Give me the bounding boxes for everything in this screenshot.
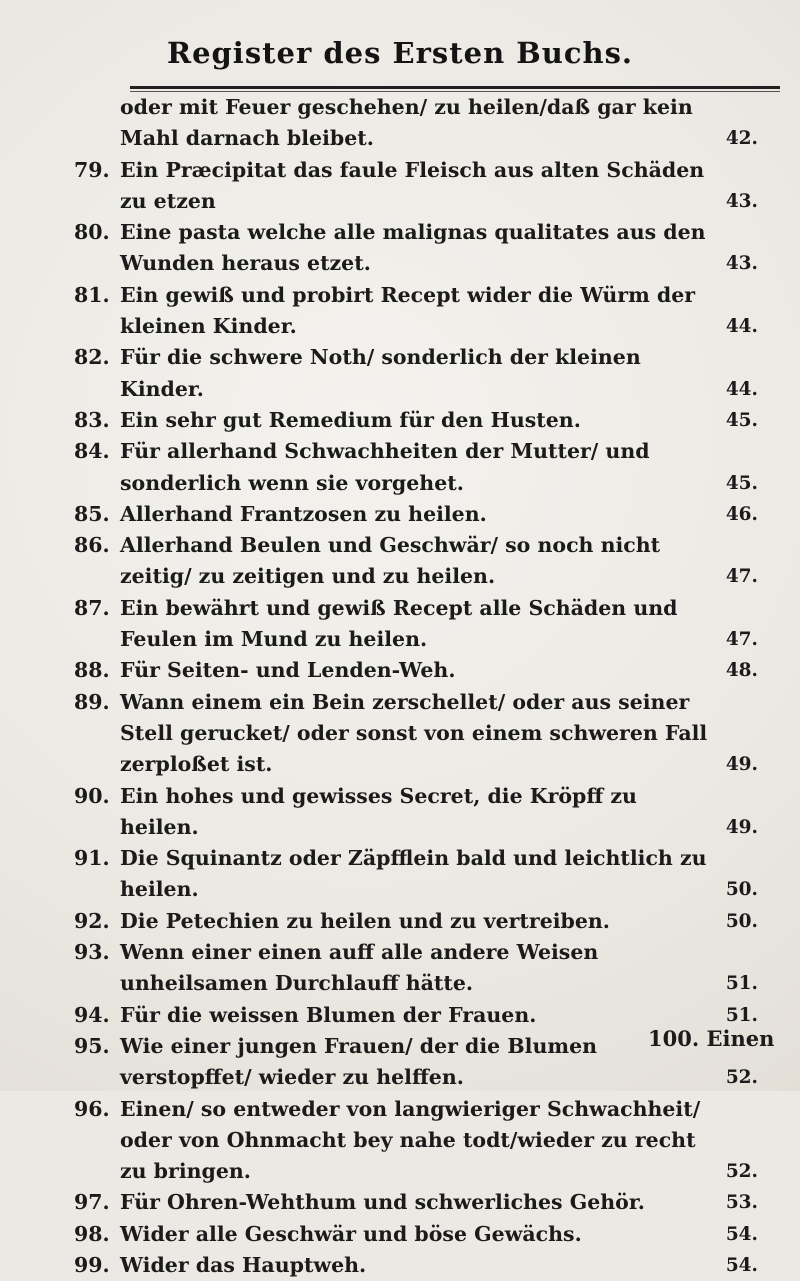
register-entry: [74, 436, 774, 499]
register-entry: [74, 937, 774, 1000]
entry-text: Wenn einer einen auff alle andere Weisen unheilsamen Durchlauff hätte.: [120, 940, 599, 996]
register-entry: [74, 217, 774, 280]
entry-page-number: 51.: [725, 973, 758, 995]
entry-text: Einen/ so entweder von langwieriger Schwachheit/ oder von Ohnmacht bey nahe todt/wieder zu recht zu bringen.: [120, 1096, 701, 1184]
entry-number: 83.: [74, 407, 110, 432]
entry-page-number: 54.: [725, 1223, 758, 1245]
register-entry: [74, 1219, 774, 1250]
entry-text: Für Ohren-Wehthum und schwerliches Gehör.: [120, 1190, 645, 1215]
entry-number: 95.: [74, 1033, 110, 1058]
entry-page-number: 53.: [725, 1192, 758, 1214]
entry-text: Für Seiten- und Lenden-Weh.: [120, 658, 456, 683]
entry-text: Eine pasta welche alle malignas qualitates aus den Wunden heraus etzet.: [120, 220, 706, 276]
entry-number: 98.: [74, 1221, 110, 1246]
entry-text: oder mit Feuer geschehen/ zu heilen/daß gar kein Mahl darnach bleibet.: [120, 95, 693, 151]
entry-text: Ein sehr gut Remedium für den Husten.: [120, 407, 581, 432]
entry-page-number: 49.: [725, 816, 758, 838]
catchword: 100. Einen: [648, 1026, 775, 1051]
register-entry: [74, 280, 774, 343]
entry-text: Für die weissen Blumen der Frauen.: [120, 1002, 537, 1027]
register-entry: [74, 906, 774, 937]
entry-number: 96.: [74, 1096, 110, 1121]
entry-page-number: 44.: [725, 316, 758, 338]
entry-text: Wann einem ein Bein zerschellet/ oder aus seiner Stell gerucket/ oder sonst von einem schweren Fall zerploßet ist.: [120, 689, 708, 777]
entry-text: Die Squinantz oder Zäpfflein bald und leichtlich zu heilen.: [120, 846, 707, 902]
entry-page-number: 51.: [725, 1004, 758, 1026]
entry-page-number: 49.: [725, 754, 758, 776]
entry-number: 80.: [74, 220, 110, 245]
register-entry: [74, 843, 774, 906]
register-entry: [74, 1094, 774, 1188]
entry-text: Für allerhand Schwachheiten der Mutter/ und sonderlich wenn sie vorgehet.: [120, 439, 650, 495]
entry-number: 99.: [74, 1252, 110, 1277]
register-entry: [74, 342, 774, 405]
running-head: Register des Ersten Buchs.: [166, 36, 634, 70]
entry-text: Ein bewährt und gewiß Recept alle Schäden und Feulen im Mund zu heilen.: [120, 595, 678, 652]
entry-page-number: 54.: [725, 1254, 758, 1276]
entry-text: Wider alle Geschwär und böse Gewächs.: [120, 1221, 582, 1246]
register-entries: [74, 92, 774, 1281]
entry-number: 82.: [74, 345, 110, 370]
register-entry: [74, 687, 774, 781]
entry-number: 84.: [74, 439, 110, 464]
register-entry: [74, 1187, 774, 1218]
entry-number: 79.: [74, 157, 110, 182]
entry-page-number: 52.: [725, 1067, 758, 1089]
entry-number: 87.: [74, 595, 110, 620]
entry-page-number: 50.: [725, 910, 758, 932]
entry-number: 89.: [74, 689, 110, 714]
entry-text: Die Petechien zu heilen und zu vertreiben.: [120, 908, 610, 933]
entry-number: 86.: [74, 533, 110, 558]
entry-page-number: 47.: [725, 566, 758, 588]
register-entry: [74, 155, 774, 218]
entry-text: Ein hohes und gewisses Secret, die Kröpff zu heilen.: [120, 783, 637, 839]
entry-number: 97.: [74, 1190, 110, 1215]
entry-number: 88.: [74, 658, 110, 683]
entry-page-number: 45.: [725, 409, 758, 431]
entry-text: Allerhand Beulen und Geschwär/ so noch nicht zeitig/ zu zeitigen und zu heilen.: [120, 533, 661, 589]
entry-page-number: 50.: [725, 879, 758, 901]
entry-text: Wider das Hauptweh.: [120, 1252, 367, 1277]
entry-number: 94.: [74, 1002, 110, 1027]
entry-number: 81.: [74, 282, 110, 307]
entry-page-number: 42.: [725, 128, 758, 150]
register-entry: [74, 92, 774, 155]
entry-page-number: 44.: [725, 378, 758, 400]
register-entry: [74, 593, 774, 656]
entry-page-number: 43.: [725, 253, 758, 275]
register-entry: [74, 781, 774, 844]
entry-page-number: 47.: [725, 629, 758, 651]
entry-number: 93.: [74, 940, 110, 965]
entry-page-number: 48.: [725, 660, 758, 682]
entry-page-number: 45.: [725, 472, 758, 494]
register-entry: [74, 530, 774, 593]
entry-text: Ein Præcipitat das faule Fleisch aus alten Schäden zu etzen: [120, 157, 705, 213]
entry-text: Wie einer jungen Frauen/ der die Blumen verstopffet/ wieder zu helffen.: [120, 1033, 598, 1090]
entry-number: 90.: [74, 783, 110, 808]
entry-text: Allerhand Frantzosen zu heilen.: [120, 501, 487, 526]
register-entry: [74, 1250, 774, 1281]
entry-number: 91.: [74, 846, 110, 871]
entry-number: 92.: [74, 908, 110, 933]
entry-page-number: 52.: [725, 1161, 758, 1183]
register-entry: [74, 499, 774, 530]
entry-number: 85.: [74, 501, 110, 526]
register-entry: [74, 655, 774, 686]
entry-page-number: 46.: [725, 503, 758, 525]
register-entry: [74, 405, 774, 436]
entry-page-number: 43.: [725, 190, 758, 212]
header-rule: [130, 86, 780, 89]
entry-text: Ein gewiß und probirt Recept wider die Würm der kleinen Kinder.: [120, 282, 696, 339]
entry-text: Für die schwere Noth/ sonderlich der kleinen Kinder.: [120, 345, 641, 401]
